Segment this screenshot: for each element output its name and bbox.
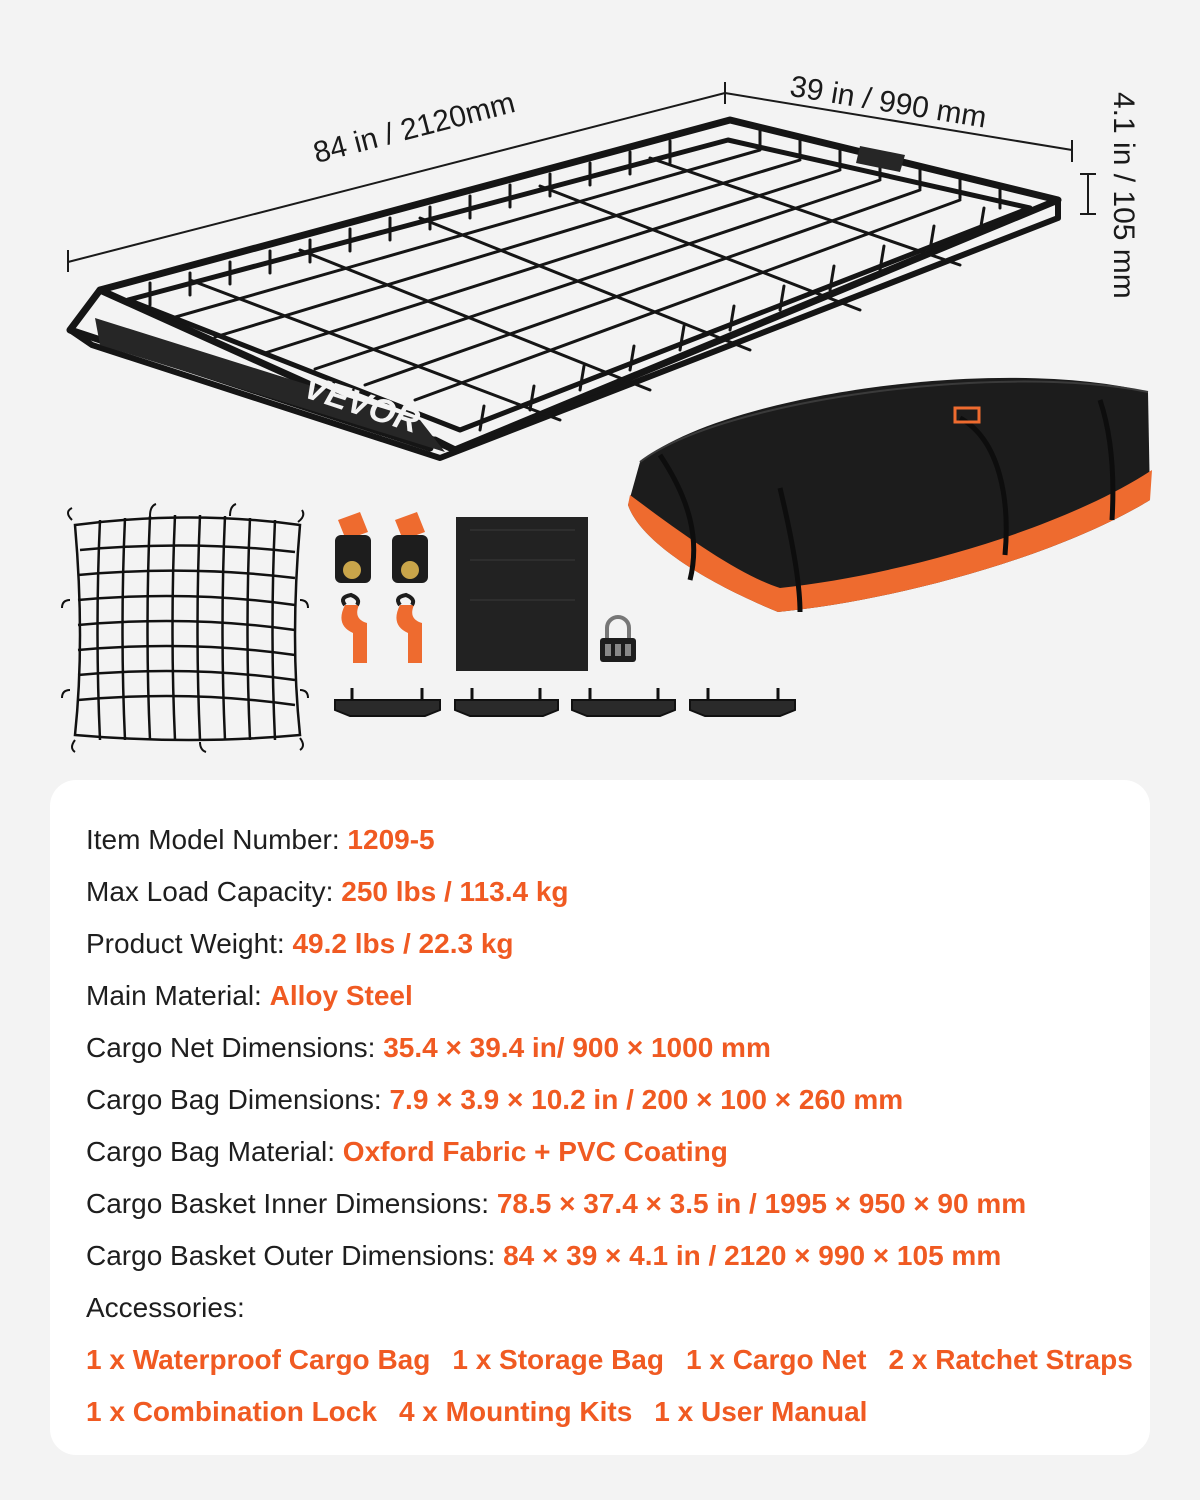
vevor-logo: VEVOR (299, 368, 425, 441)
spec-row (86, 1074, 1150, 1126)
spec-list (86, 814, 1150, 1282)
spec-row (86, 1178, 1150, 1230)
width-dimension-label: 39 in / 990 mm (787, 70, 989, 135)
spec-value: Oxford Fabric + PVC Coating (342, 1136, 728, 1167)
accessory-item: 1 x Combination Lock (86, 1396, 377, 1427)
spec-label: Cargo Bag Dimensions: (86, 1084, 382, 1115)
spec-value: 84 × 39 × 4.1 in / 2120 × 990 × 105 mm (503, 1240, 1002, 1271)
spec-label: Product Weight: (86, 928, 285, 959)
spec-row (86, 814, 1150, 866)
accessory-item: 1 x Waterproof Cargo Bag (86, 1344, 431, 1375)
spec-value: 49.2 lbs / 22.3 kg (292, 928, 514, 959)
height-dimension-label: 4.1 in / 105 mm (1107, 92, 1140, 299)
spec-row (86, 918, 1150, 970)
accessory-item: 1 x User Manual (654, 1396, 868, 1427)
spec-label: Item Model Number: (86, 824, 340, 855)
accessory-item: 1 x Cargo Net (685, 1344, 867, 1375)
spec-label: Cargo Net Dimensions: (86, 1032, 376, 1063)
spec-label: Main Material: (86, 980, 262, 1011)
spec-row (86, 1126, 1150, 1178)
spec-value: 78.5 × 37.4 × 3.5 in / 1995 × 950 × 90 mm (496, 1188, 1027, 1219)
spec-value: 7.9 × 3.9 × 10.2 in / 200 × 100 × 260 mm (389, 1084, 904, 1115)
spec-value: 250 lbs / 113.4 kg (341, 876, 569, 907)
spec-row (86, 1230, 1150, 1282)
accessories-heading (86, 1282, 1150, 1334)
spec-label: Cargo Basket Inner Dimensions: (86, 1188, 490, 1219)
spec-row (86, 1022, 1150, 1074)
spec-label: Cargo Basket Outer Dimensions: (86, 1240, 496, 1271)
accessory-item: 1 x Storage Bag (452, 1344, 664, 1375)
spec-value: 35.4 × 39.4 in/ 900 × 1000 mm (383, 1032, 771, 1063)
accessories-label: Accessories: (86, 1292, 245, 1323)
accessories-row (86, 1334, 1150, 1386)
spec-row (86, 866, 1150, 918)
spec-card (50, 780, 1150, 1455)
length-dimension-label: 84 in / 2120mm (310, 86, 519, 170)
spec-label: Max Load Capacity: (86, 876, 334, 907)
accessory-item: 4 x Mounting Kits (398, 1396, 633, 1427)
spec-value: Alloy Steel (269, 980, 413, 1011)
accessories-row (86, 1386, 1150, 1438)
spec-label: Cargo Bag Material: (86, 1136, 336, 1167)
accessory-item: 2 x Ratchet Straps (888, 1344, 1133, 1375)
spec-value: 1209-5 (347, 824, 435, 855)
spec-row (86, 970, 1150, 1022)
